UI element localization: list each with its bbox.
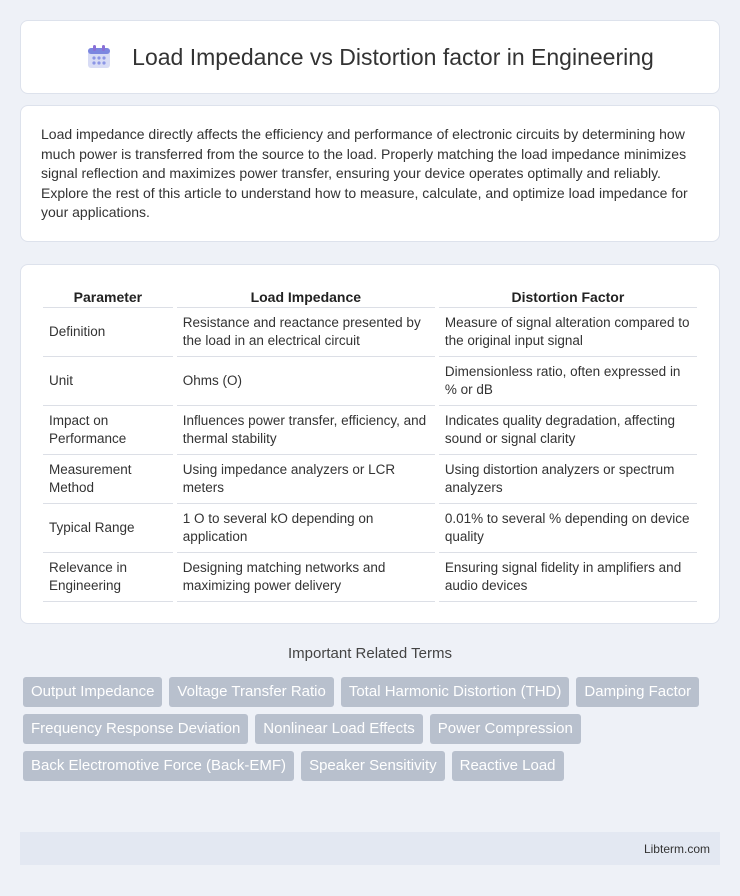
table-row — [43, 357, 697, 406]
row-parameter: Relevance in Engineering — [43, 553, 173, 602]
related-term-tag[interactable]: Frequency Response Deviation — [23, 714, 248, 744]
row-distortion-factor: Measure of signal alteration compared to the original input signal — [439, 308, 697, 357]
comparison-table-card — [20, 264, 720, 624]
row-distortion-factor: Dimensionless ratio, often expressed in % or dB — [439, 357, 697, 406]
row-load-impedance: Ohms (O) — [177, 357, 435, 406]
title-card — [20, 20, 720, 94]
header-distortion-factor: Distortion Factor — [439, 286, 697, 308]
table-row — [43, 308, 697, 357]
row-parameter: Typical Range — [43, 504, 173, 553]
row-load-impedance: Influences power transfer, efficiency, and thermal stability — [177, 406, 435, 455]
footer-site-link[interactable]: Libterm.com — [643, 841, 710, 856]
related-terms-list — [23, 677, 723, 781]
related-term-tag[interactable]: Output Impedance — [23, 677, 162, 707]
row-parameter: Definition — [43, 308, 173, 357]
header-load-impedance: Load Impedance — [177, 286, 435, 308]
footer — [20, 832, 720, 865]
row-parameter: Unit — [43, 357, 173, 406]
related-term-tag[interactable]: Back Electromotive Force (Back-EMF) — [23, 751, 294, 781]
related-terms-heading: Important Related Terms — [288, 645, 452, 662]
related-term-tag[interactable]: Voltage Transfer Ratio — [169, 677, 333, 707]
page-title: Load Impedance vs Distortion factor in Engineering — [132, 43, 654, 70]
table-row — [43, 553, 697, 602]
row-distortion-factor: Using distortion analyzers or spectrum analyzers — [439, 455, 697, 504]
table-row — [43, 504, 697, 553]
row-load-impedance: 1 O to several kO depending on application — [177, 504, 435, 553]
related-term-tag[interactable]: Damping Factor — [576, 677, 699, 707]
related-term-tag[interactable]: Nonlinear Load Effects — [255, 714, 423, 744]
header-parameter: Parameter — [43, 286, 173, 308]
related-term-tag[interactable]: Reactive Load — [452, 751, 564, 781]
row-distortion-factor: Ensuring signal fidelity in amplifiers and audio devices — [439, 553, 697, 602]
row-distortion-factor: 0.01% to several % depending on device quality — [439, 504, 697, 553]
calendar-icon — [86, 44, 112, 70]
comparison-table — [39, 286, 701, 602]
table-row — [43, 455, 697, 504]
row-load-impedance: Resistance and reactance presented by the load in an electrical circuit — [177, 308, 435, 357]
related-term-tag[interactable]: Speaker Sensitivity — [301, 751, 445, 781]
row-load-impedance: Designing matching networks and maximizing power delivery — [177, 553, 435, 602]
row-load-impedance: Using impedance analyzers or LCR meters — [177, 455, 435, 504]
intro-card — [20, 105, 720, 242]
table-header-row — [43, 286, 697, 308]
row-distortion-factor: Indicates quality degradation, affecting sound or signal clarity — [439, 406, 697, 455]
row-parameter: Impact on Performance — [43, 406, 173, 455]
intro-paragraph: Load impedance directly affects the efficiency and performance of electronic circuits by determining how much power is transferred from the source to the load. Properly matching the load impedance minimizes signal reflection and maximizes power transfer, ensuring your device operates optimally and reliably. Explore the rest of this article to understand how to measure, calculate, and optimize load impedance for your applications. — [41, 126, 688, 220]
table-row — [43, 406, 697, 455]
related-term-tag[interactable]: Power Compression — [430, 714, 581, 744]
related-term-tag[interactable]: Total Harmonic Distortion (THD) — [341, 677, 570, 707]
row-parameter: Measurement Method — [43, 455, 173, 504]
